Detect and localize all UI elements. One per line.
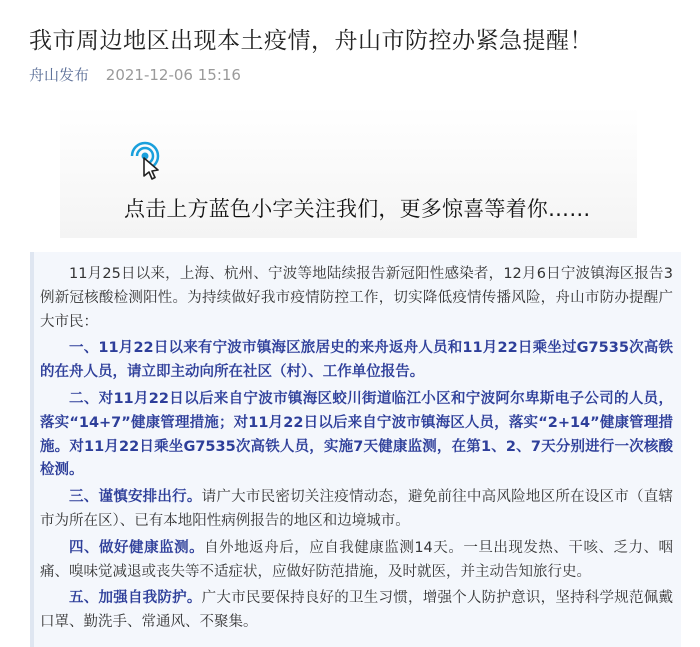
publish-time: 2021-12-06 15:16 [105,66,241,84]
item-4-paragraph [40,537,673,585]
item-3-paragraph [40,486,673,534]
intro-paragraph [40,263,673,334]
article-meta [29,64,241,85]
item-1-text: 一、11月22日以来有宁波市镇海区旅居史的来舟返舟人员和11月22日乘坐过G7535次高铁的在舟人员，请立即主动向所在社区（村）、工作单位报告。 [40,340,673,381]
item-4-heading: 四、做好健康监测。 [69,539,205,556]
follow-banner[interactable] [60,106,637,238]
follow-prompt-text: 点击上方蓝色小字关注我们，更多惊喜等着你…… [124,197,591,221]
item-4-text: 自外地返舟后，应自我健康监测14天。一旦出现发热、干咳、乏力、咽痛、嗅味觉减退或丧失等不适症状，应做好防范措施，及时就医，并主动告知旅行史。 [40,539,674,580]
item-2-text: 二、对11月22日以后来自宁波市镇海区蛟川街道临江小区和宁波阿尔卑斯电子公司的人员，落实“14+7”健康管理措施；对11月22日以后来自宁波市镇海区人员，落实“2+14”健康管理措施。对11月22日乘坐G7535次高铁人员，实施7天健康监测，在第1、2、7天分别进行一次核酸检测。 [40,390,673,479]
intro-text: 11月25日以来，上海、杭州、宁波等地陆续报告新冠阳性感染者，12月6日宁波镇海区报告3例新冠核酸检测阳性。为持续做好我市疫情防控工作，切实降低疫情传播风险，舟山市防办提醒广大市民： [40,266,673,330]
item-2-paragraph [40,388,673,483]
item-5-paragraph [40,587,673,635]
item-5-heading: 五、加强自我防护。 [69,590,202,607]
article-body [30,252,681,647]
item-1-paragraph [40,337,673,385]
item-3-text: 请广大市民密切关注疫情动态，避免前往中高风险地区所在设区市（直辖市为所在区）、已有本地阳性病例报告的地区和边境城市。 [40,489,674,529]
account-name-link[interactable]: 舟山发布 [29,66,90,84]
item-3-heading: 三、谨慎安排出行。 [69,489,202,506]
tap-signal-icon [122,134,168,180]
article-title: 我市周边地区出现本土疫情，舟山市防控办紧急提醒！ [29,28,593,54]
item-5-text: 广大市民要保持良好的卫生习惯，增强个人防护意识，坚持科学规范佩戴口罩、勤洗手、常通风、不聚集。 [40,590,674,631]
